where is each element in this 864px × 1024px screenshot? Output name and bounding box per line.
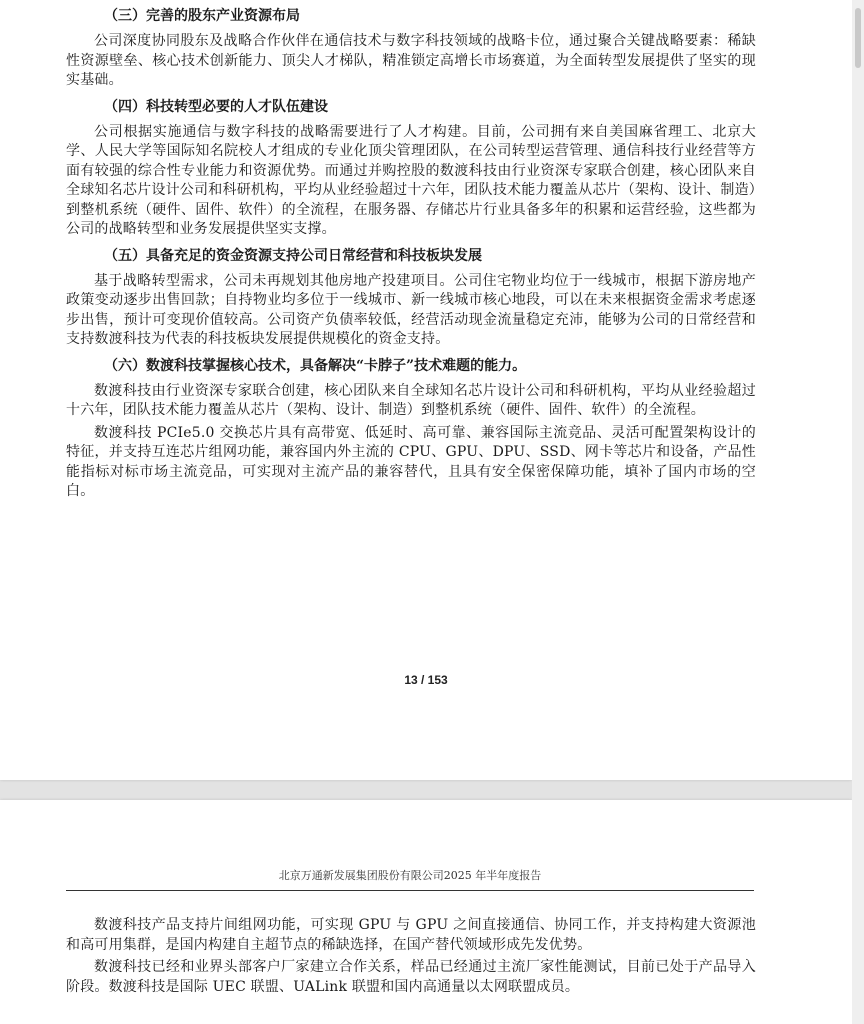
paragraph: 数渡科技 PCIe5.0 交换芯片具有高带宽、低延时、高可靠、兼容国际主流竞品、灵活可配置架构设计的特征，并支持互连芯片组网功能，兼容国内外主流的 CPU、GPU、DPU、SSD、网卡等芯片和设备，产品性能指标对标市场主流竞品，可实现对主流产品的兼容替代，且具有安全保密保障功能，填补了国内市场的空白。 [66,424,756,499]
paragraph: 数渡科技产品支持片间组网功能，可实现 GPU 与 GPU 之间直接通信、协同工作，并支持构建大资源池和高可用集群，是国内构建自主超节点的稀缺选择，在国产替代领域形成先发优势。 [66,917,756,953]
paragraph: 公司根据实施通信与数字科技的战略需要进行了人才构建。目前，公司拥有来自美国麻省理工、北京大学、人民大学等国际知名院校人才组成的专业化顶尖管理团队，在公司转型运营管理、通信科技行业经营等方面有较强的综合性专业能力和资源优势。而通过并购控股的数渡科技由行业资深专家联合创建，核心团队来自全球知名芯片设计公司和科研机构，平均从业经验超过十六年，团队技术能力覆盖从芯片（架构、设计、制造）到整机系统（硬件、固件、软件）的全流程，在服务器、存储芯片行业具备多年的积累和运营经验，这些都为公司的战略转型和业务发展提供坚实支撑。 [66,123,756,237]
running-header: 北京万通新发展集团股份有限公司2025 年半年度报告 [66,867,754,891]
scrollbar-thumb[interactable] [855,8,861,68]
paragraph: 基于战略转型需求，公司未再规划其他房地产投建项目。公司住宅物业均位于一线城市，根据下游房地产政策变动逐步出售回款；自持物业均多位于一线城市、新一线城市核心地段，可以在未来根据资金需求考虑逐步出售，预计可变现价值较高。公司资产负债率较低，经营活动现金流量稳定充沛，能够为公司的日常经营和支持数渡科技为代表的科技板块发展提供规模化的资金支持。 [66,272,756,347]
paragraph: 数渡科技已经和业界头部客户厂家建立合作关系，样品已经通过主流厂家性能测试，目前已处于产品导入阶段。数渡科技是国际 UEC 联盟、UALink 联盟和国内高通量以太网联盟成员。 [66,959,756,995]
section-heading-4: （四）科技转型必要的人才队伍建设 [104,98,328,115]
section-heading-5: （五）具备充足的资金资源支持公司日常经营和科技板块发展 [104,247,482,264]
section-heading-3: （三）完善的股东产业资源布局 [104,8,300,24]
document-page-14 [0,800,852,1024]
page-content [66,916,756,997]
paragraph: 公司深度协同股东及战略合作伙伴在通信技术与数字科技领域的战略卡位，通过聚合关键战略要素：稀缺性资源壁垒、核心技术创新能力、顶尖人才梯队，精准锁定高增长市场赛道，为全面转型发展提供了坚实的现实基础。 [66,33,756,88]
page-content [66,5,756,502]
section-heading-6: （六）数渡科技掌握核心技术，具备解决“卡脖子”技术难题的能力。 [104,357,527,374]
page-number: 13 / 153 [404,673,448,687]
vertical-scrollbar[interactable] [852,0,864,1024]
paragraph: 数渡科技由行业资深专家联合创建，核心团队来自全球知名芯片设计公司和科研机构，平均从业经验超过十六年，团队技术能力覆盖从芯片（架构、设计、制造）到整机系统（硬件、固件、软件）的全流程。 [66,382,756,418]
